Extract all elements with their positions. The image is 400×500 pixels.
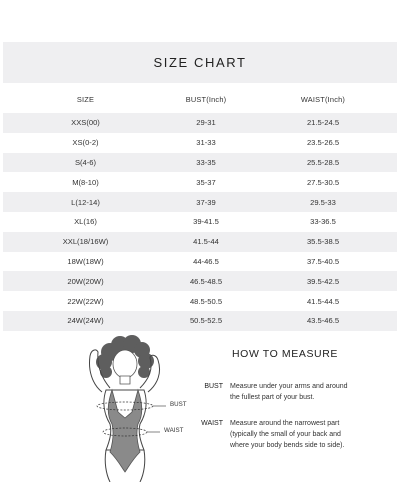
header-size: SIZE (76, 95, 95, 104)
cell-bust: 39-41.5 (193, 217, 219, 227)
waist-instruction (230, 418, 344, 451)
body-figure-illustration (40, 332, 205, 482)
table-row (3, 133, 397, 153)
bust-instruction (230, 381, 348, 403)
cell-bust: 37-39 (196, 197, 216, 207)
cell-waist: 29.5-33 (310, 197, 336, 207)
cell-waist: 25.5-28.5 (306, 157, 340, 167)
cell-waist: 33-36.5 (310, 217, 336, 227)
cell-waist: 21.5-24.5 (306, 118, 340, 128)
size-table (3, 86, 397, 331)
table-row (3, 252, 397, 272)
cell-bust: 44-46.5 (193, 256, 219, 266)
table-row (3, 212, 397, 232)
waist-instruction-line: (typically the small of your back and (230, 431, 341, 438)
cell-size: 18W(18W) (67, 256, 104, 266)
cell-waist: 39.5-42.5 (306, 276, 340, 286)
cell-bust: 35-37 (196, 177, 216, 187)
bust-instruction-line: Measure under your arms and around (230, 383, 348, 390)
cell-size: XXL(18/16W) (62, 237, 109, 247)
cell-bust: 31-33 (196, 138, 216, 148)
cell-bust: 46.5-48.5 (189, 276, 223, 286)
cell-size: S(4-6) (74, 157, 97, 167)
table-row (3, 113, 397, 133)
cell-size: XXS(00) (71, 118, 100, 128)
waist-instruction-line: Measure around the narrowest part (230, 420, 340, 427)
cell-waist: 37.5-40.5 (306, 256, 340, 266)
header-bust: BUST(Inch) (185, 95, 227, 104)
cell-waist: 35.5-38.5 (306, 237, 340, 247)
table-row (3, 311, 397, 331)
cell-bust: 29-31 (196, 118, 216, 128)
figure-bust-label: BUST (170, 401, 187, 408)
table-row (3, 153, 397, 173)
cell-bust: 41.5-44 (193, 237, 219, 247)
table-row (3, 172, 397, 192)
waist-term: WAIST (201, 420, 223, 427)
cell-size: 20W(20W) (67, 276, 104, 286)
cell-waist: 43.5-46.5 (306, 316, 340, 326)
bust-term: BUST (204, 383, 223, 390)
cell-size: L(12-14) (71, 197, 100, 207)
cell-waist: 27.5-30.5 (306, 177, 340, 187)
cell-size: XL(16) (74, 217, 97, 227)
table-row (3, 271, 397, 291)
cell-size: 22W(22W) (67, 296, 104, 306)
face-shape (113, 350, 137, 378)
table-row (3, 232, 397, 252)
table-row (3, 291, 397, 311)
waist-instruction-line: where your body bends side to side). (230, 442, 345, 449)
cell-size: M(8-10) (72, 177, 99, 187)
cell-size: 24W(24W) (67, 316, 104, 326)
table-header-row (3, 86, 397, 113)
size-chart-title-bar (3, 42, 397, 83)
bust-instruction-line: the fullest part of your bust. (230, 394, 315, 401)
how-to-measure-title: HOW TO MEASURE (232, 348, 339, 360)
figure-waist-label: WAIST (164, 427, 184, 434)
cell-waist: 41.5-44.5 (306, 296, 340, 306)
cell-size: XS(0-2) (72, 138, 99, 148)
page-title: SIZE CHART (153, 55, 247, 70)
table-row (3, 192, 397, 212)
cell-waist: 23.5-26.5 (306, 138, 340, 148)
cell-bust: 33-35 (196, 157, 216, 167)
header-waist: WAIST(Inch) (300, 95, 346, 104)
cell-bust: 50.5-52.5 (189, 316, 223, 326)
cell-bust: 48.5-50.5 (189, 296, 223, 306)
